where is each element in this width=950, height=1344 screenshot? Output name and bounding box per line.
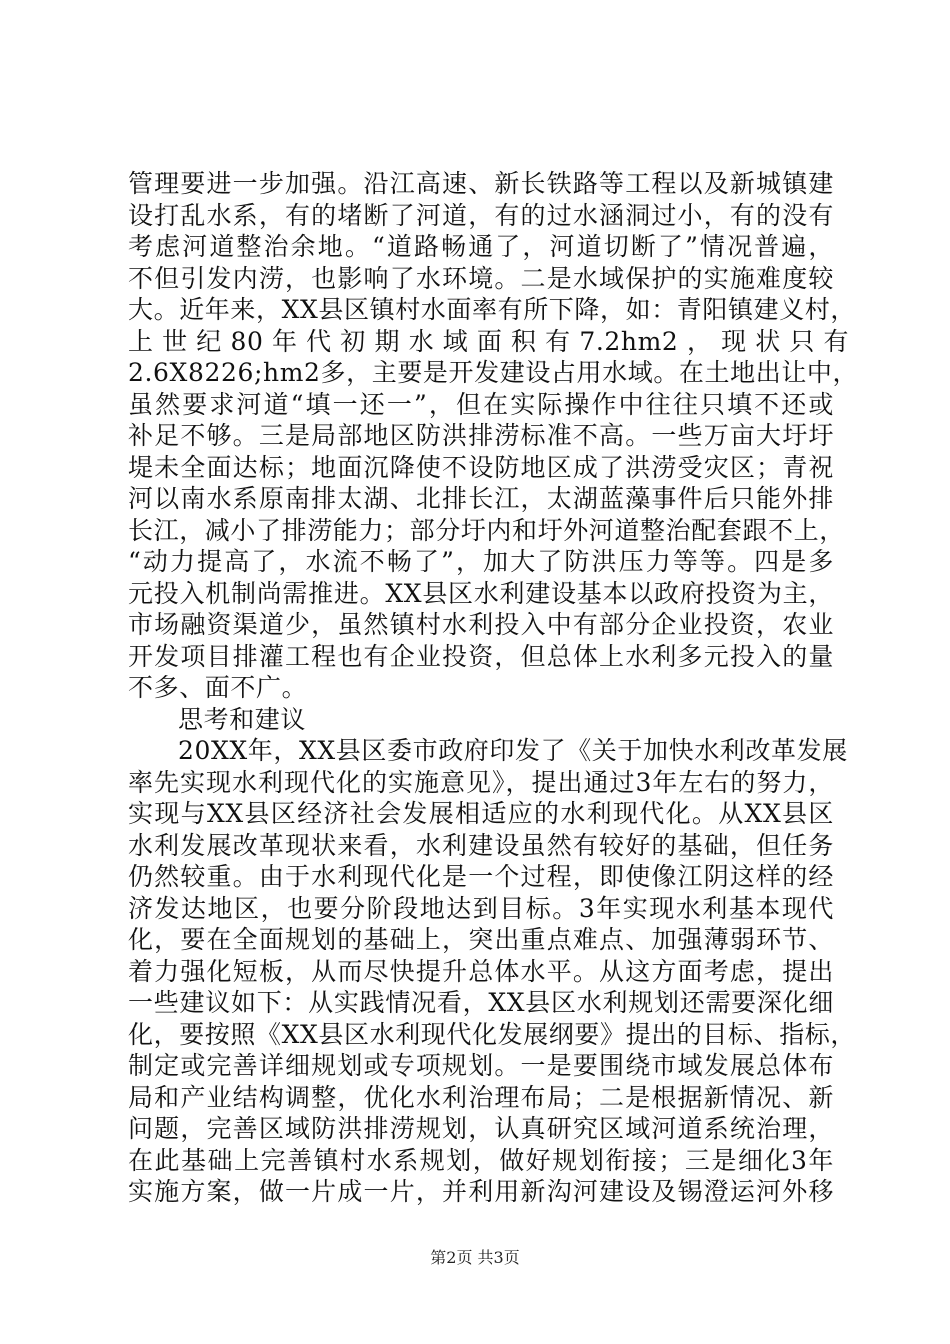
- text-line: 20XX年，XX县区委市政府印发了《关于加快水利改革发展: [178, 736, 848, 765]
- text-line: 设打乱水系，有的堵断了河道，有的过水涵洞过小，有的没有: [128, 200, 834, 230]
- text-line: 上 世 纪 80 年 代 初 期 水 域 面 积 有 7.2hm2 ， 现 状 只 有: [128, 326, 850, 356]
- page-number-footer: 第2页 共3页: [430, 1248, 520, 1267]
- text-line: “动力提高了，水流不畅了”，加大了防洪压力等等。四是多: [128, 547, 834, 576]
- text-line: 长江，减小了排涝能力；部分圩内和圩外河道整治配套跟不上，: [128, 515, 845, 545]
- text-line: 仍然较重。由于水利现代化是一个过程，即使像江阴这样的经: [128, 862, 834, 891]
- text-line: 不多、面不广。: [128, 673, 308, 702]
- text-line: 市场融资渠道少，虽然镇村水利投入中有部分企业投资，农业: [128, 610, 834, 639]
- text-line: 元投入机制尚需推进。XX县区水利建设基本以政府投资为主，: [128, 578, 834, 608]
- text-line: 一些建议如下：从实践情况看，XX县区水利规划还需要深化细: [128, 988, 834, 1017]
- text-line: 化，要在全面规划的基础上，突出重点难点、加强薄弱环节、: [128, 925, 834, 954]
- text-line: 在此基础上完善镇村水系规划，做好规划衔接；三是细化3年: [128, 1145, 834, 1175]
- document-body: [128, 168, 859, 1208]
- text-line: 河以南水系原南排太湖、北排长江，太湖蓝藻事件后只能外排: [128, 484, 834, 513]
- text-line: 不但引发内涝，也影响了水环境。二是水域保护的实施难度较: [128, 263, 834, 293]
- text-line: 实现与XX县区经济社会发展相适应的水利现代化。从XX县区: [128, 799, 834, 828]
- text-line: 着力强化短板，从而尽快提升总体水平。从这方面考虑，提出: [128, 956, 834, 986]
- text-line: 水利发展改革现状来看，水利建设虽然有较好的基础，但任务: [128, 830, 834, 860]
- text-line: 制定或完善详细规划或专项规划。一是要围绕市域发展总体布: [128, 1051, 834, 1080]
- text-line: 虽然要求河道“填一还一”，但在实际操作中往往只填不还或: [128, 389, 834, 419]
- text-line: 堤未全面达标；地面沉降使不设防地区成了洪涝受灾区；青祝: [128, 452, 834, 482]
- text-line: 问题，完善区域防洪排涝规划，认真研究区域河道系统治理，: [128, 1114, 834, 1143]
- text-line: 管理要进一步加强。沿江高速、新长铁路等工程以及新城镇建: [128, 169, 834, 198]
- text-line: 化，要按照《XX县区水利现代化发展纲要》提出的目标、指标，: [128, 1019, 856, 1049]
- text-line: 实施方案，做一片成一片，并利用新沟河建设及锡澄运河外移: [128, 1177, 834, 1206]
- text-line: 考虑河道整治余地。“道路畅通了，河道切断了”情况普遍，: [128, 232, 834, 261]
- text-line: 大。近年来，XX县区镇村水面率有所下降，如：青阳镇建义村，: [128, 295, 856, 324]
- text-line: 局和产业结构调整，优化水利治理布局；二是根据新情况、新: [128, 1082, 834, 1112]
- text-line: 2.6X8226;hm2多，主要是开发建设占用水域。在土地出让中，: [128, 358, 859, 387]
- text-line: 开发项目排灌工程也有企业投资，但总体上水利多元投入的量: [128, 641, 834, 671]
- section-heading: 思考和建议: [178, 704, 307, 734]
- text-line: 率先实现水利现代化的实施意见》，提出通过3年左右的努力，: [128, 767, 834, 797]
- text-line: 济发达地区，也要分阶段地达到目标。3年实现水利基本现代: [128, 893, 834, 923]
- text-line: 补足不够。三是局部地区防洪排涝标准不高。一些万亩大圩圩: [128, 421, 834, 450]
